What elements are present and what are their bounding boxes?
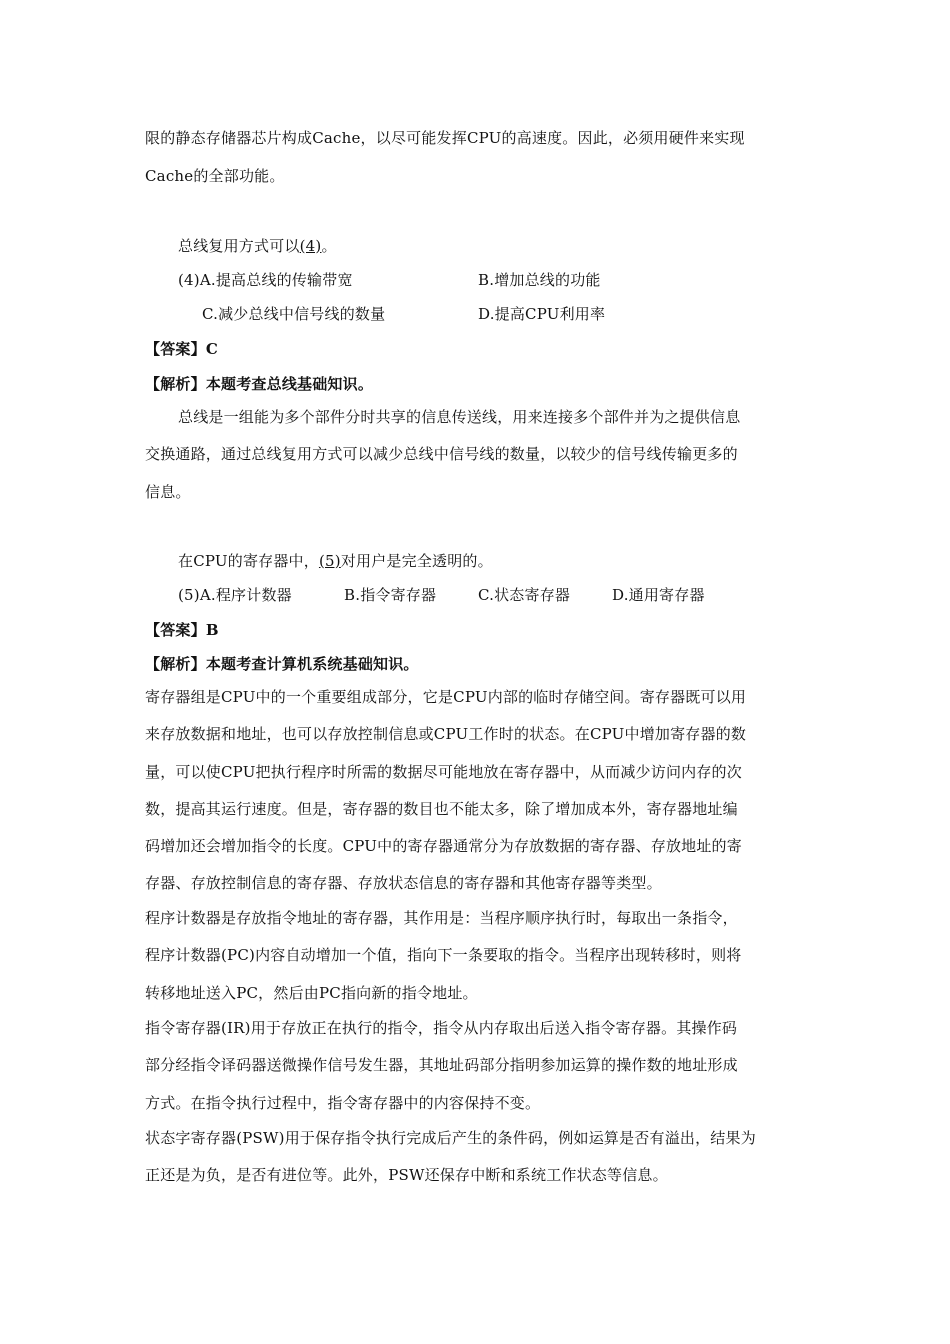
q5-explanation-line: 程序计数器是存放指令地址的寄存器，其作用是：当程序顺序执行时，每取出一条指令， bbox=[145, 909, 738, 927]
q4-answer-value: C bbox=[205, 340, 218, 358]
q5-blank: (5) bbox=[318, 552, 341, 570]
q5-answer-label: 【答案】 bbox=[145, 621, 206, 639]
q4-option-a: (4)A.提高总线的传输带宽 bbox=[178, 271, 353, 289]
q5-explanation-line: 数，提高其运行速度。但是，寄存器的数目也不能太多，除了增加成本外，寄存器地址编 bbox=[145, 800, 738, 818]
q4-explanation-line: 信息。 bbox=[145, 483, 191, 501]
q5-stem-post: 对用户是完全透明的。 bbox=[340, 552, 493, 570]
q5-explanation-line: 存器、存放控制信息的寄存器、存放状态信息的寄存器和其他寄存器等类型。 bbox=[145, 874, 662, 892]
q5-explanation-line: 状态字寄存器(PSW)用于保存指令执行完成后产生的条件码，例如运算是否有溢出，结果为 bbox=[145, 1129, 756, 1147]
q5-stem bbox=[178, 551, 493, 571]
q5-explanation-line: 转移地址送入PC，然后由PC指向新的指令地址。 bbox=[145, 984, 478, 1002]
q5-stem-pre: 在CPU的寄存器中， bbox=[178, 552, 319, 570]
q4-option-d: D.提高CPU利用率 bbox=[478, 305, 606, 323]
q5-explanation-line: 程序计数器(PC)内容自动增加一个值，指向下一条要取的指令。当程序出现转移时，则将 bbox=[145, 946, 742, 964]
q4-option-b: B.增加总线的功能 bbox=[478, 271, 601, 289]
q5-explanation-line: 来存放数据和地址，也可以存放控制信息或CPU工作时的状态。在CPU中增加寄存器的数 bbox=[145, 725, 747, 743]
q5-option-b: B.指令寄存器 bbox=[344, 586, 437, 604]
q5-option-c: C.状态寄存器 bbox=[478, 586, 571, 604]
q5-answer bbox=[145, 620, 219, 640]
q4-explanation-line: 总线是一组能为多个部件分时共享的信息传送线，用来连接多个部件并为之提供信息 bbox=[178, 408, 741, 426]
q4-answer-label: 【答案】 bbox=[145, 340, 206, 358]
q4-analysis-heading bbox=[145, 374, 373, 394]
intro-line-1: 限的静态存储器芯片构成Cache，以尽可能发挥CPU的高速度。因此，必须用硬件来实现 bbox=[145, 129, 745, 147]
q4-explanation-line: 交换通路，通过总线复用方式可以减少总线中信号线的数量，以较少的信号线传输更多的 bbox=[145, 445, 738, 463]
q4-analysis-label: 【解析】 bbox=[145, 375, 206, 393]
q5-explanation-line: 方式。在指令执行过程中，指令寄存器中的内容保持不变。 bbox=[145, 1094, 541, 1112]
intro-line-2: Cache的全部功能。 bbox=[145, 167, 285, 185]
q4-answer bbox=[145, 339, 218, 359]
q5-explanation-line: 量，可以使CPU把执行程序时所需的数据尽可能地放在寄存器中，从而减少访问内存的次 bbox=[145, 763, 742, 781]
q4-stem-pre: 总线复用方式可以 bbox=[178, 237, 300, 255]
q5-explanation-line: 寄存器组是CPU中的一个重要组成部分，它是CPU内部的临时存储空间。寄存器既可以用 bbox=[145, 688, 747, 706]
q5-analysis-heading bbox=[145, 654, 419, 674]
q5-explanation-line: 部分经指令译码器送微操作信号发生器，其地址码部分指明参加运算的操作数的地址形成 bbox=[145, 1056, 738, 1074]
q5-answer-value: B bbox=[205, 621, 219, 639]
q5-explanation-line: 码增加还会增加指令的长度。CPU中的寄存器通常分为存放数据的寄存器、存放地址的寄 bbox=[145, 837, 742, 855]
q4-blank: (4) bbox=[299, 237, 322, 255]
q4-stem-post: 。 bbox=[321, 237, 337, 255]
q4-stem bbox=[178, 236, 337, 256]
q5-explanation-line: 正还是为负，是否有进位等。此外，PSW还保存中断和系统工作状态等信息。 bbox=[145, 1166, 668, 1184]
q5-option-a: (5)A.程序计数器 bbox=[178, 586, 292, 604]
q5-analysis-label: 【解析】 bbox=[145, 655, 206, 673]
q5-analysis-title: 本题考查计算机系统基础知识。 bbox=[205, 655, 419, 673]
q4-option-c: C.减少总线中信号线的数量 bbox=[202, 305, 386, 323]
q4-analysis-title: 本题考查总线基础知识。 bbox=[205, 375, 374, 393]
q5-explanation-line: 指令寄存器(IR)用于存放正在执行的指令，指令从内存取出后送入指令寄存器。其操作码 bbox=[145, 1019, 738, 1037]
q5-option-d: D.通用寄存器 bbox=[612, 586, 705, 604]
